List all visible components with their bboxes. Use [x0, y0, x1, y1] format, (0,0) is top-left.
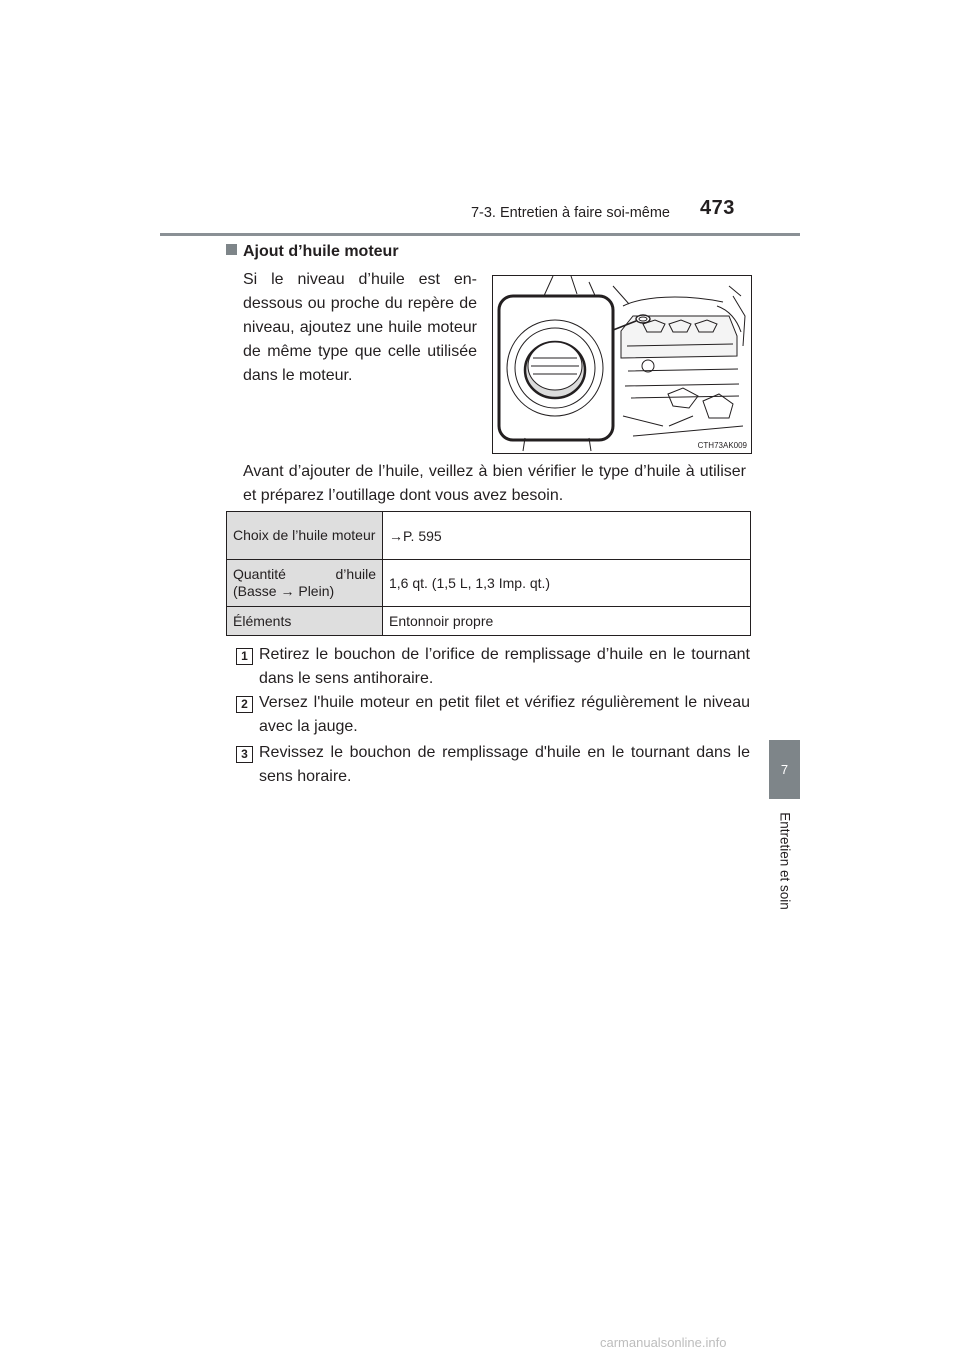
- table-label: Quantité d’huile (Basse → Plein): [227, 560, 383, 607]
- header-section-title: 7-3. Entretien à faire soi-même: [470, 205, 670, 221]
- step-number-badge: 3: [236, 746, 253, 763]
- step-1: [236, 643, 750, 691]
- step-text: Revissez le bouchon de remplissage d'huile en le tournant dans le sens horaire.: [259, 744, 750, 785]
- page-number: 473: [700, 197, 735, 219]
- table-value: 1,6 qt. (1,5 L, 1,3 Imp. qt.): [383, 560, 751, 607]
- engine-bay-drawing: [493, 276, 751, 453]
- table-row: [227, 607, 751, 636]
- header-divider: [160, 233, 800, 236]
- step-text: Retirez le bouchon de l’orifice de remplissage d’huile en le tournant dans le sens antihoraire.: [259, 646, 750, 687]
- section-heading: [226, 243, 399, 261]
- oil-spec-table: [226, 511, 751, 636]
- step-number-badge: 2: [236, 696, 253, 713]
- watermark: carmanualsonline.info: [600, 1335, 727, 1350]
- engine-oil-cap-illustration: [492, 275, 752, 454]
- table-value: Entonnoir propre: [383, 607, 751, 636]
- step-number-badge: 1: [236, 648, 253, 665]
- step-3: [236, 741, 750, 789]
- preparation-paragraph: Avant d’ajouter de l’huile, veillez à bien vérifier le type d’huile à utiliser et préparez l’outillage dont vous avez besoin.: [243, 463, 746, 504]
- intro-paragraph: Si le niveau d’huile est en-dessous ou proche du repère de niveau, ajoutez une huile moteur de même type que celle utilisée dans le moteur.: [243, 271, 477, 384]
- table-row: [227, 512, 751, 560]
- section-heading-text: Ajout d’huile moteur: [243, 243, 399, 260]
- chapter-side-label-text: Entretien et soin: [777, 812, 792, 910]
- step-2: [236, 691, 750, 739]
- table-row: [227, 560, 751, 607]
- table-value: →P. 595: [383, 512, 751, 560]
- chapter-side-label: [769, 806, 800, 916]
- table-label: Choix de l’huile moteur: [227, 512, 383, 560]
- square-bullet-icon: [226, 244, 237, 255]
- figure-code: CTH73AK009: [697, 441, 747, 450]
- chapter-tab-number: 7: [769, 740, 800, 799]
- table-label: Éléments: [227, 607, 383, 636]
- step-text: Versez l'huile moteur en petit filet et vérifiez régulièrement le niveau avec la jauge.: [259, 694, 750, 735]
